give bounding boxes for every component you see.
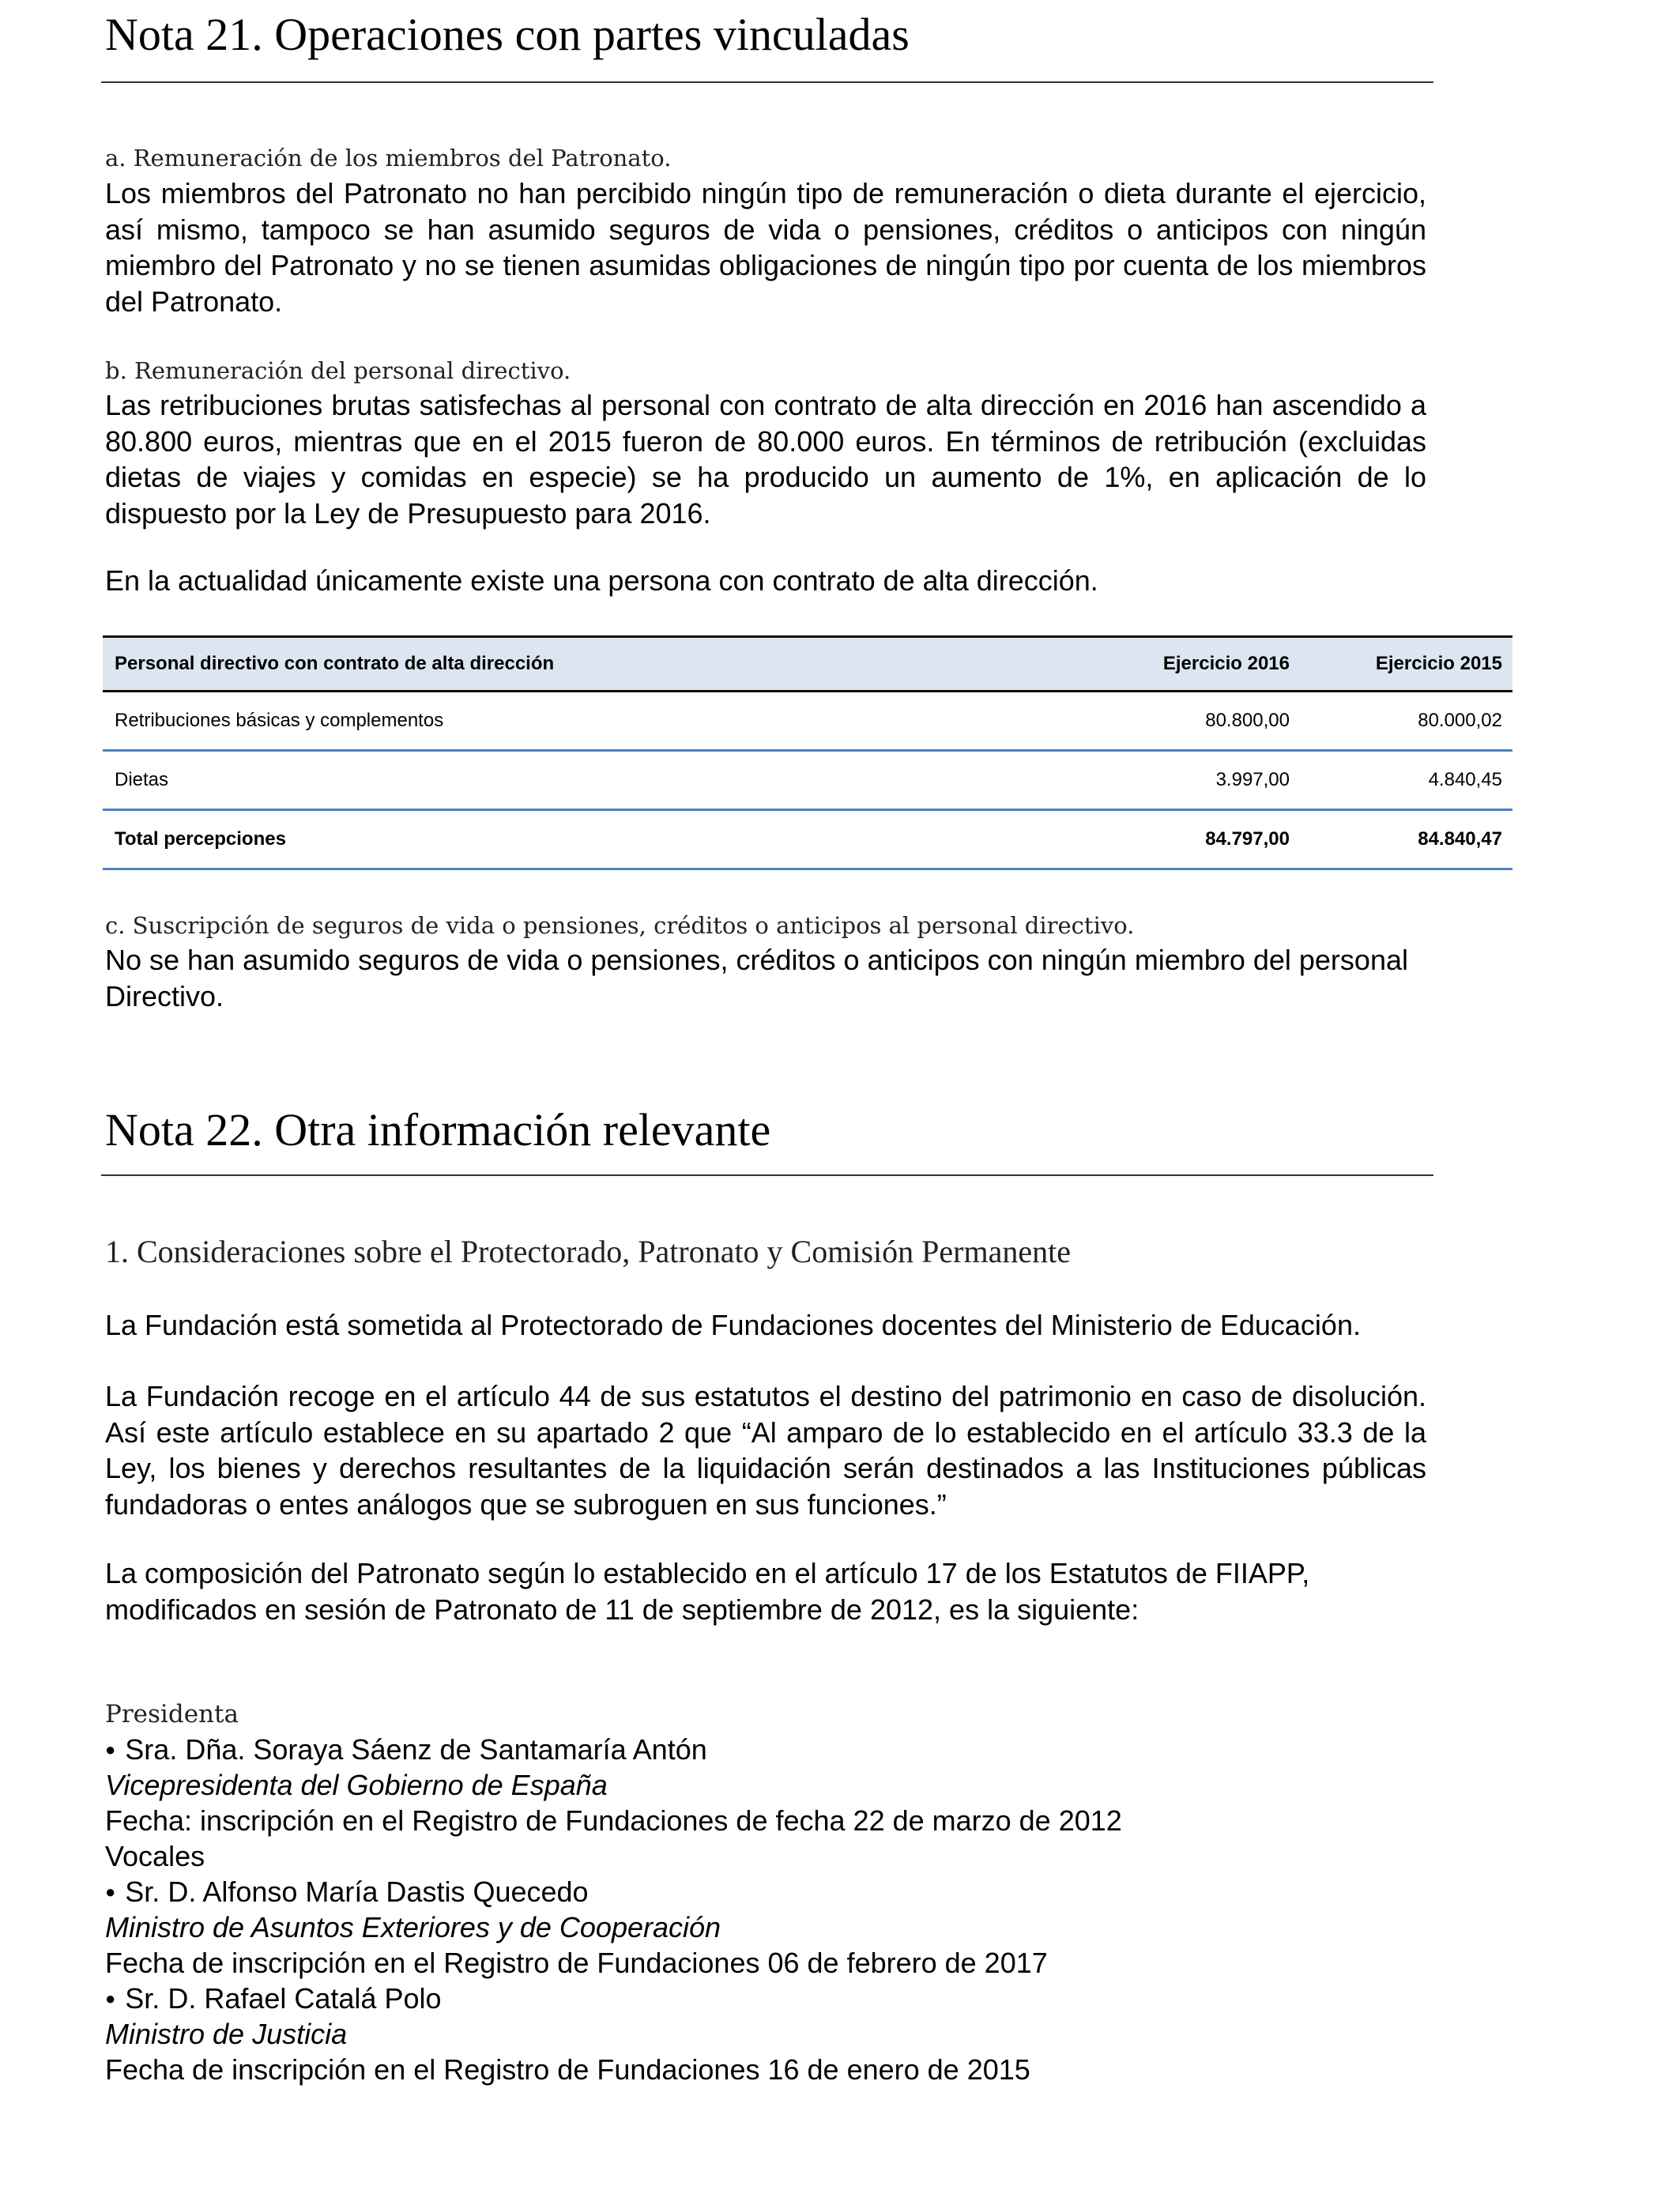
vocal2-role: Ministro de Justicia [105, 2018, 348, 2050]
section-c-text: No se han asumido seguros de vida o pensiones, créditos o anticipos con ningún miembro del personal Directivo. [105, 944, 1408, 1012]
vocales-label: Vocales [105, 1840, 205, 1872]
vocal2-name: ● Sr. D. Rafael Catalá Polo [105, 1981, 442, 2020]
section-a-heading: a. Remuneración de los miembros del Patronato. [105, 145, 672, 172]
nota22-title: Nota 22. Otra información relevante [105, 1104, 771, 1155]
vocal1-name: ● Sr. D. Alfonso María Dastis Quecedo [105, 1874, 589, 1913]
vocal1-role: Ministro de Asuntos Exteriores y de Cooperación [105, 1911, 721, 1943]
section-b-heading: b. Remuneración del personal directivo. [105, 357, 571, 384]
section-c-heading: c. Suscripción de seguros de vida o pensiones, créditos o anticipos al personal directivo. [105, 912, 1135, 939]
title-rule [101, 1174, 1433, 1176]
row-concept: Total percepciones [115, 828, 286, 850]
section-b-text: Las retribuciones brutas satisfechas al personal con contrato de alta dirección en 2016 han ascendido a 80.800 euros, mientras que en el 2015 fueron de 80.000 euros. En términos de retribución (excluidas dietas de viajes y comidas en especie) se ha producido un aumento de 1%, en aplicación de lo dispuesto por la Ley de Presupuesto para 2016. [105, 389, 1426, 530]
presidenta-label: Presidenta [105, 1700, 239, 1728]
row-2015: 80.000,02 [1418, 710, 1502, 731]
header-concept: Personal directivo con contrato de alta dirección [115, 653, 555, 674]
directivo-table [103, 635, 1512, 876]
row-concept: Retribuciones básicas y complementos [115, 710, 444, 731]
row-concept: Dietas [115, 769, 169, 790]
row-2016: 80.800,00 [1205, 710, 1290, 731]
section-b-text2: En la actualidad únicamente existe una persona con contrato de alta dirección. [105, 564, 1098, 597]
presidenta-date: Fecha: inscripción en el Registro de Fundaciones de fecha 22 de marzo de 2012 [105, 1804, 1122, 1837]
presidenta-role: Vicepresidenta del Gobierno de España [105, 1769, 608, 1801]
row-2015: 4.840,45 [1428, 769, 1502, 790]
presidenta-name: ● Sra. Dña. Soraya Sáenz de Santamaría Antón [105, 1732, 707, 1771]
vocal1-date: Fecha de inscripción en el Registro de Fundaciones 06 de febrero de 2017 [105, 1947, 1048, 1979]
header-2015: Ejercicio 2015 [1375, 653, 1502, 674]
header-2016: Ejercicio 2016 [1162, 653, 1290, 674]
section-a-text: Los miembros del Patronato no han percibido ningún tipo de remuneración o dieta durante el ejercicio, así mismo, tampoco se han asumido seguros de vida o pensiones, créditos o anticipos con ningún miembro del Patronato y no se tienen asumidas obligaciones de ningún tipo por cuenta de los miembros del Patronato. [105, 177, 1426, 318]
section-1-heading: 1. Consideraciones sobre el Protectorado, Patronato y Comisión Permanente [105, 1234, 1071, 1269]
table-row [103, 692, 1512, 752]
title-rule [101, 81, 1433, 83]
table-row [103, 752, 1512, 811]
row-2015: 84.840,47 [1418, 828, 1502, 850]
row-2016: 3.997,00 [1215, 769, 1290, 790]
section-1-p1: La Fundación está sometida al Protectorado de Fundaciones docentes del Ministerio de Educación. [105, 1309, 1361, 1341]
row-2016: 84.797,00 [1205, 828, 1290, 850]
vocal2-date: Fecha de inscripción en el Registro de Fundaciones 16 de enero de 2015 [105, 2053, 1030, 2086]
table-header [103, 635, 1512, 692]
section-1-p3: La composición del Patronato según lo establecido en el artículo 17 de los Estatutos de FIIAPP, modificados en sesión de Patronato de 11 de septiembre de 2012, es la siguiente: [105, 1557, 1310, 1626]
nota21-title: Nota 21. Operaciones con partes vinculadas [105, 9, 910, 60]
section-1-p2: La Fundación recoge en el artículo 44 de sus estatutos el destino del patrimonio en caso de disolución. Así este artículo establece en su apartado 2 que “Al amparo de lo establecido en el artículo 33.3 de la Ley, los bienes y derechos resultantes de la liquidación serán destinados a las Instituciones públicas fundadoras o entes análogos que se subroguen en sus funciones.” [105, 1380, 1426, 1521]
table-total-row [103, 811, 1512, 870]
